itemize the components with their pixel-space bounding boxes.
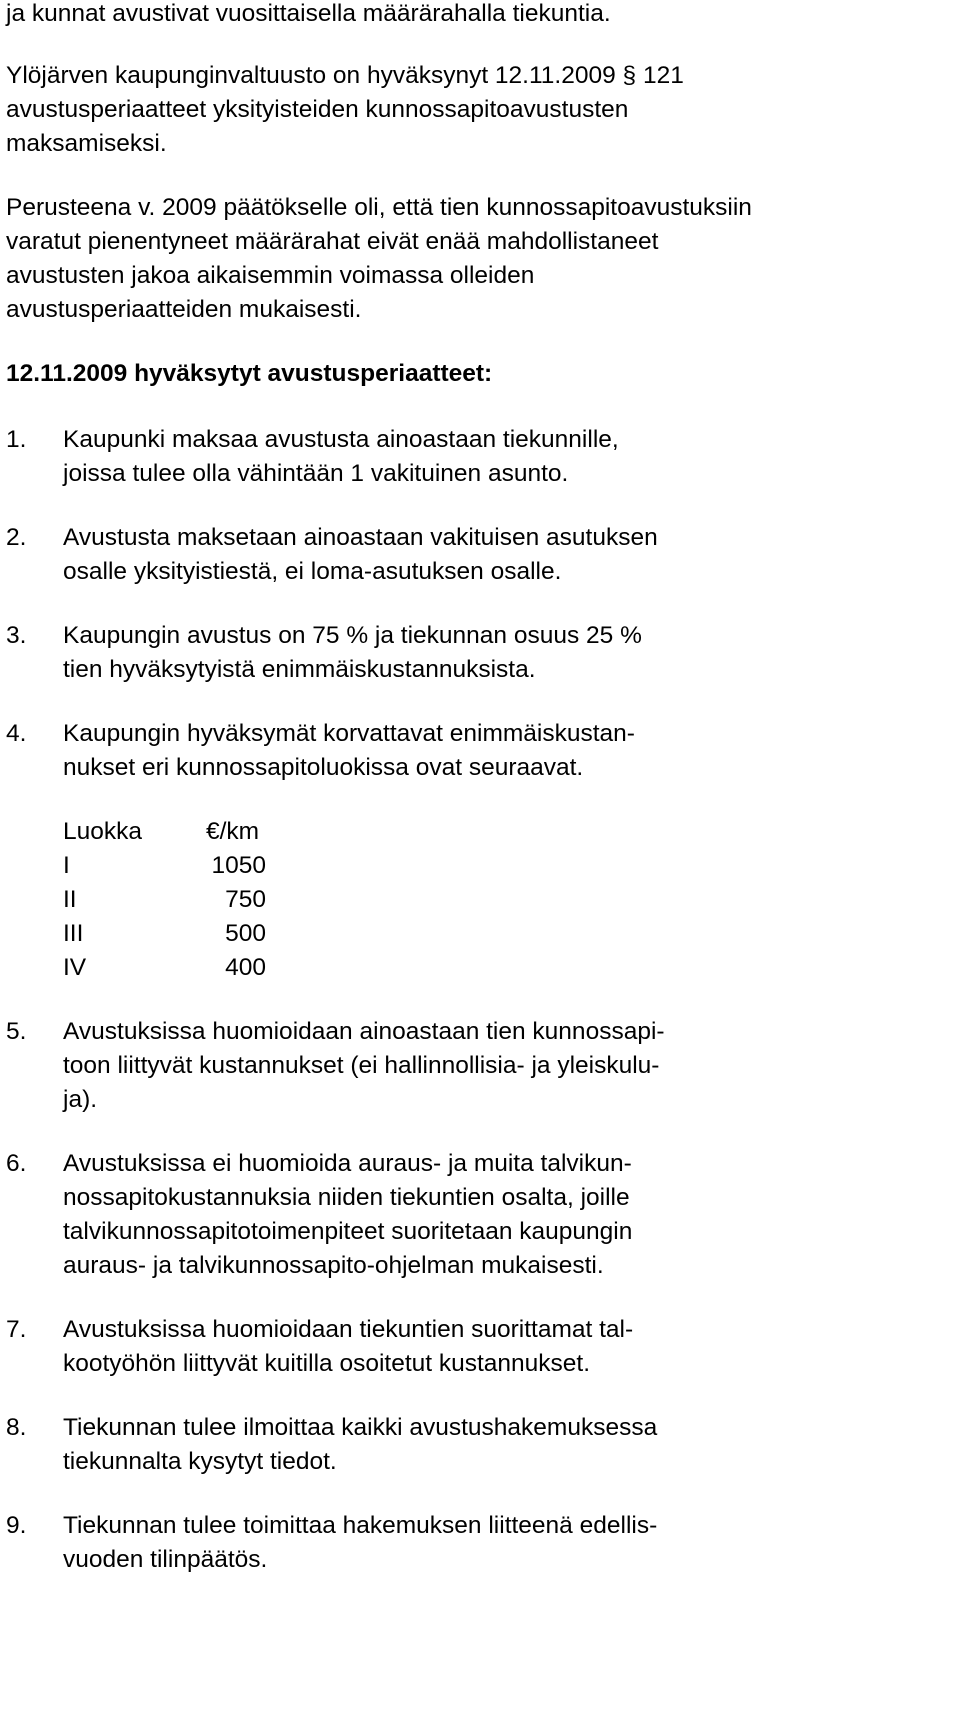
item-text-line: tiekunnalta kysytyt tiedot. <box>63 1448 337 1475</box>
item-text-line: osalle yksityistiestä, ei loma-asutuksen osalle. <box>63 558 562 585</box>
table-cell-cost: 1050 <box>211 852 266 879</box>
item-number: 2. <box>6 524 27 551</box>
item-text-line: joissa tulee olla vähintään 1 vakituinen asunto. <box>63 460 569 487</box>
rationale-paragraph-line: Perusteena v. 2009 päätökselle oli, että tien kunnossapitoavustuksiin <box>6 194 752 221</box>
intro-paragraph-line: avustusperiaatteet yksityisteiden kunnossapitoavustusten <box>6 96 629 123</box>
item-text-line: Kaupunki maksaa avustusta ainoastaan tiekunnille, <box>63 426 619 453</box>
item-text-line: auraus- ja talvikunnossapito-ohjelman mukaisesti. <box>63 1252 604 1279</box>
intro-line: ja kunnat avustivat vuosittaisella määrärahalla tiekuntia. <box>6 0 611 27</box>
item-text-line: Tiekunnan tulee toimittaa hakemuksen liitteenä edellis- <box>63 1512 658 1539</box>
item-text-line: toon liittyvät kustannukset (ei hallinnollisia- ja yleiskulu- <box>63 1052 660 1079</box>
item-text-line: Tiekunnan tulee ilmoittaa kaikki avustushakemuksessa <box>63 1414 658 1441</box>
item-number: 7. <box>6 1316 27 1343</box>
item-number: 5. <box>6 1018 27 1045</box>
intro-paragraph-line: maksamiseksi. <box>6 130 167 157</box>
item-text-line: nukset eri kunnossapitoluokissa ovat seuraavat. <box>63 754 584 781</box>
intro-paragraph-line: Ylöjärven kaupunginvaltuusto on hyväksynyt 12.11.2009 § 121 <box>6 62 684 89</box>
item-number: 1. <box>6 426 27 453</box>
rationale-paragraph-line: avustusperiaatteiden mukaisesti. <box>6 296 362 323</box>
item-text-line: nossapitokustannuksia niiden tiekuntien osalta, joille <box>63 1184 630 1211</box>
item-number: 4. <box>6 720 27 747</box>
item-text-line: Kaupungin avustus on 75 % ja tiekunnan osuus 25 % <box>63 622 642 649</box>
item-number: 6. <box>6 1150 27 1177</box>
table-cell-cost: 500 <box>225 920 266 947</box>
item-text-line: Avustuksissa ei huomioida auraus- ja muita talvikun- <box>63 1150 632 1177</box>
item-number: 3. <box>6 622 27 649</box>
rationale-paragraph-line: varatut pienentyneet määrärahat eivät enää mahdollistaneet <box>6 228 659 255</box>
item-text-line: Avustuksissa huomioidaan tiekuntien suorittamat tal- <box>63 1316 634 1343</box>
table-cell-cost: 750 <box>225 886 266 913</box>
table-header-cost: €/km <box>206 818 260 845</box>
item-text-line: ja). <box>63 1086 98 1113</box>
item-text-line: tien hyväksytyistä enimmäiskustannuksista. <box>63 656 536 683</box>
item-text-line: Kaupungin hyväksymät korvattavat enimmäiskustan- <box>63 720 635 747</box>
table-cell-class: IV <box>63 954 87 981</box>
table-cell-class: I <box>63 852 70 879</box>
table-cell-cost: 400 <box>225 954 266 981</box>
rationale-paragraph-line: avustusten jakoa aikaisemmin voimassa olleiden <box>6 262 535 289</box>
item-text-line: vuoden tilinpäätös. <box>63 1546 268 1573</box>
item-text-line: Avustuksissa huomioidaan ainoastaan tien kunnossapi- <box>63 1018 665 1045</box>
table-header-class: Luokka <box>63 818 143 845</box>
item-text-line: kootyöhön liittyvät kuitilla osoitetut kustannukset. <box>63 1350 591 1377</box>
section-heading: 12.11.2009 hyväksytyt avustusperiaatteet: <box>6 360 493 387</box>
item-number: 8. <box>6 1414 27 1441</box>
table-cell-class: II <box>63 886 77 913</box>
table-cell-class: III <box>63 920 84 947</box>
item-text-line: talvikunnossapitotoimenpiteet suoritetaan kaupungin <box>63 1218 633 1245</box>
item-text-line: Avustusta maksetaan ainoastaan vakituisen asutuksen <box>63 524 658 551</box>
item-number: 9. <box>6 1512 27 1539</box>
